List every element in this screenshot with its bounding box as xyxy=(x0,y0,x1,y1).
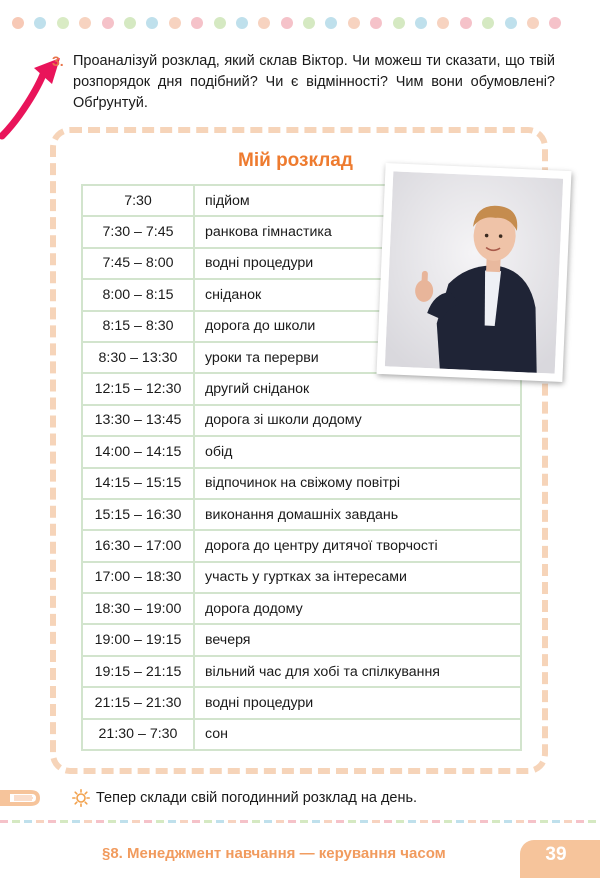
activity-cell: дорога додому xyxy=(194,593,521,624)
time-cell: 17:00 – 18:30 xyxy=(82,562,194,593)
time-cell: 21:30 – 7:30 xyxy=(82,719,194,750)
decorative-dot xyxy=(214,17,226,29)
time-cell: 8:15 – 8:30 xyxy=(82,311,194,342)
activity-cell: участь у гуртках за інтересами xyxy=(194,562,521,593)
boy-thumbs-up-image xyxy=(385,171,563,373)
table-row xyxy=(82,436,521,467)
decorative-dot xyxy=(34,17,46,29)
activity-cell: відпочинок на свіжому повітрі xyxy=(194,468,521,499)
decorative-dot xyxy=(79,17,91,29)
activity-cell: підйом xyxy=(194,185,521,216)
boy-photo xyxy=(376,163,571,382)
decorative-dot xyxy=(258,17,270,29)
table-row xyxy=(82,405,521,436)
sun-icon xyxy=(72,789,90,807)
activity-cell: сніданок xyxy=(194,279,521,310)
task-number: 3. xyxy=(52,53,64,69)
activity-cell: уроки та перерви xyxy=(194,342,521,373)
schedule-title: Мій розклад xyxy=(238,150,353,171)
table-row xyxy=(82,719,521,750)
decorative-dot xyxy=(460,17,472,29)
footer-dashed-line xyxy=(0,820,600,824)
activity-cell: сон xyxy=(194,719,521,750)
decorative-dot xyxy=(527,17,539,29)
book-icon xyxy=(0,786,44,810)
table-row xyxy=(82,373,521,404)
activity-cell: вільний час для хобі та спілкування xyxy=(194,656,521,687)
page-number-tab xyxy=(520,840,600,878)
time-cell: 16:30 – 17:00 xyxy=(82,530,194,561)
time-cell: 7:30 – 7:45 xyxy=(82,216,194,247)
time-cell: 19:00 – 19:15 xyxy=(82,624,194,655)
activity-cell: обід xyxy=(194,436,521,467)
decorative-dot xyxy=(370,17,382,29)
time-cell: 12:15 – 12:30 xyxy=(82,373,194,404)
time-cell: 18:30 – 19:00 xyxy=(82,593,194,624)
decorative-dot xyxy=(146,17,158,29)
table-row xyxy=(82,624,521,655)
activity-cell: дорога зі школи додому xyxy=(194,405,521,436)
table-row xyxy=(82,562,521,593)
activity-cell: водні процедури xyxy=(194,248,521,279)
activity-cell: другий сніданок xyxy=(194,373,521,404)
time-cell: 19:15 – 21:15 xyxy=(82,656,194,687)
table-row xyxy=(82,687,521,718)
decorative-dot xyxy=(415,17,427,29)
decorative-dot-row xyxy=(12,17,592,31)
decorative-dot xyxy=(303,17,315,29)
time-cell: 14:00 – 14:15 xyxy=(82,436,194,467)
decorative-dot xyxy=(169,17,181,29)
decorative-dot xyxy=(482,17,494,29)
activity-cell: ранкова гімнастика xyxy=(194,216,521,247)
time-cell: 15:15 – 16:30 xyxy=(82,499,194,530)
activity-cell: дорога до школи xyxy=(194,311,521,342)
decorative-dot xyxy=(281,17,293,29)
time-cell: 13:30 – 13:45 xyxy=(82,405,194,436)
bottom-task-text: Тепер склади свій погодинний розклад на день. xyxy=(96,790,418,806)
table-row xyxy=(82,593,521,624)
activity-cell: водні процедури xyxy=(194,687,521,718)
task-text: Проаналізуй розклад, який склав Віктор. Чи можеш ти сказати, що твій розпорядок дня подібний? Чи є відмінності? Чим вони обумовлені? Обґрунтуй. xyxy=(73,53,555,111)
time-cell: 8:30 – 13:30 xyxy=(82,342,194,373)
decorative-dot xyxy=(505,17,517,29)
table-row xyxy=(82,499,521,530)
time-cell: 21:15 – 21:30 xyxy=(82,687,194,718)
decorative-dot xyxy=(348,17,360,29)
time-cell: 7:30 xyxy=(82,185,194,216)
time-cell: 14:15 – 15:15 xyxy=(82,468,194,499)
table-row xyxy=(82,530,521,561)
decorative-dot xyxy=(12,17,24,29)
decorative-dot xyxy=(549,17,561,29)
bottom-task-row xyxy=(0,786,600,812)
decorative-dot xyxy=(102,17,114,29)
decorative-dot xyxy=(325,17,337,29)
decorative-dot xyxy=(393,17,405,29)
time-cell: 7:45 – 8:00 xyxy=(82,248,194,279)
decorative-dot xyxy=(57,17,69,29)
page-number: 39 xyxy=(545,844,567,865)
table-row xyxy=(82,468,521,499)
table-row xyxy=(82,656,521,687)
decorative-dot xyxy=(437,17,449,29)
activity-cell: дорога до центру дитячої творчості xyxy=(194,530,521,561)
activity-cell: вечеря xyxy=(194,624,521,655)
decorative-dot xyxy=(191,17,203,29)
chapter-title: §8. Менеджмент навчання — керування часом xyxy=(102,845,446,862)
time-cell: 8:00 – 8:15 xyxy=(82,279,194,310)
decorative-dot xyxy=(236,17,248,29)
activity-cell: виконання домашніх завдань xyxy=(194,499,521,530)
decorative-dot xyxy=(124,17,136,29)
